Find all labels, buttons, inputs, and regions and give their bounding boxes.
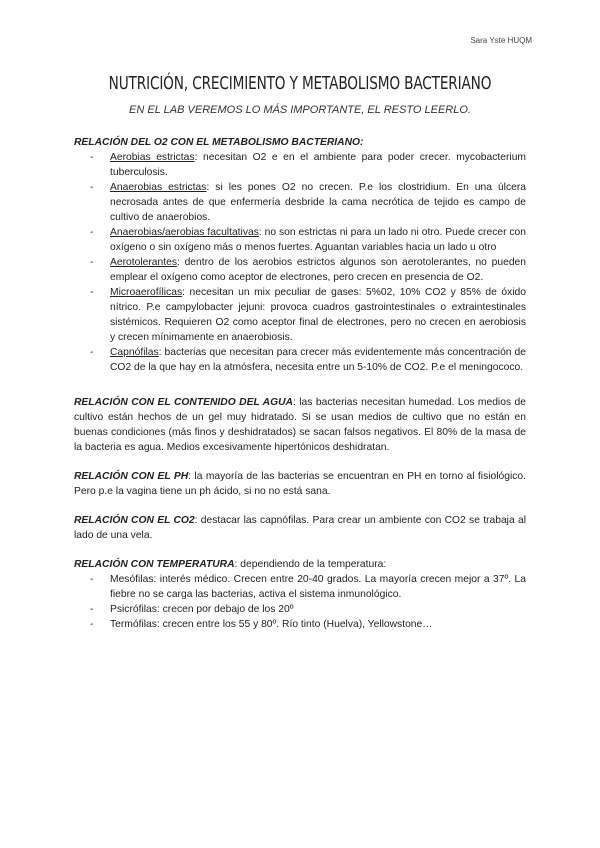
list-item-term: Aerobias estrictas	[110, 152, 195, 163]
section-heading: RELACIÓN CON EL CO2	[74, 515, 195, 526]
author-label: Sara Yste HUQM	[470, 36, 532, 45]
section-heading: RELACIÓN CON TEMPERATURA	[74, 559, 235, 570]
oxygen-list	[74, 150, 526, 375]
section-text: : dependiendo de la temperatura:	[234, 559, 387, 570]
section-heading: RELACIÓN CON EL CONTENIDO DEL AGUA	[74, 397, 293, 408]
list-item: - Mesófilas: interés médico. Crecen entre 20-40 grados. La mayoría crecen mejor a 37º. La fiebre no se carga las bacterias, activa el sistema inmunológico.	[110, 572, 526, 602]
list-item-text: : no son estrictas ni para un lado ni otro. Puede crecer con oxígeno o sin oxígeno más o menos fuertes. Aguantan variables hacia un lado u otro	[110, 227, 526, 253]
page-subtitle: EN EL LAB VEREMOS LO MÁS IMPORTANTE, EL RESTO LEERLO.	[129, 104, 471, 116]
document-body	[74, 135, 526, 646]
section-water	[74, 395, 526, 455]
list-item	[110, 285, 526, 345]
list-item-term: Aerotolerantes	[110, 257, 177, 268]
page-title: NUTRICIÓN, CRECIMIENTO Y METABOLISMO BACTERIANO	[108, 74, 492, 94]
list-item-text: : necesitan O2 e en el ambiente para poder crecer. mycobacterium tuberculosis.	[110, 152, 526, 178]
section-text: : destacar las capnófilas. Para crear un ambiente con CO2 se trabaja al lado de una vela.	[74, 515, 526, 541]
list-item	[110, 150, 526, 180]
section-oxygen	[74, 135, 526, 375]
list-item-text: : necesitan un mix peculiar de gases: 5%02, 10% CO2 y 85% de óxido nítrico. P.e campylobacter jejuni: provoca cuadros gastrointestinales o extraintestinales sistémicos. Requieren O2 como aceptor final de electrones, pero no crecen en aerobiosis y crecen mínimamente en anaerobiosis.	[110, 287, 526, 343]
ph-paragraph	[74, 469, 526, 499]
temperature-intro	[74, 557, 526, 572]
list-item	[110, 345, 526, 375]
list-item	[110, 180, 526, 225]
co2-paragraph	[74, 513, 526, 543]
list-item: - Termófilas: crecen entre los 55 y 80º. Río tinto (Huelva), Yellowstone…	[110, 617, 526, 632]
section-ph	[74, 469, 526, 499]
list-item	[110, 255, 526, 285]
list-item-text: : dentro de los aerobios estrictos algunos son aerotolerantes, no pueden emplear el oxígeno como aceptor de electrones, pero crecen en presencia de O2.	[110, 257, 526, 283]
list-item: - Psicrófilas: crecen por debajo de los 20º	[110, 602, 526, 617]
section-text: : las bacterias necesitan humedad. Los medios de cultivo están hechos de un gel muy hidratado. Si se usan medios de cultivo que no están en buenas condiciones (más finos y deshidratados) se sacan falsos negativos. El 80% de la masa de la bacteria es agua. Medios excesivamente hipertónicos deshidratan.	[74, 397, 526, 453]
list-item-term: Microaerofílicas	[110, 287, 183, 298]
section-co2	[74, 513, 526, 543]
list-item-term: Anaerobias estrictas	[110, 182, 207, 193]
section-temperature	[74, 557, 526, 632]
section-heading: RELACIÓN DEL O2 CON EL METABOLISMO BACTERIANO:	[74, 137, 364, 148]
list-item-text: : bacterias que necesitan para crecer más evidentemente más concentración de CO2 de la que hay en la atmósfera, necesita entre un 5-10% de CO2. P.e el meningococo.	[110, 347, 526, 373]
list-item-term: Capnófilas	[110, 347, 159, 358]
list-item	[110, 225, 526, 255]
list-item-term: Anaerobias/aerobias facultativas	[110, 227, 259, 238]
section-text: : la mayoría de las bacterias se encuentran en PH en torno al fisiológico. Pero p.e la vagina tiene un ph ácido, si no no está sana.	[74, 471, 527, 497]
water-paragraph	[74, 395, 526, 455]
section-heading: RELACIÓN CON EL PH	[74, 471, 189, 482]
list-item-text: : si les pones O2 no crecen. P.e los clostridium. En una úlcera necrosada antes de que enfermería desbride la cama necrótica de tejido es campo de cultivo de anaerobios.	[110, 182, 527, 223]
temperature-list	[74, 572, 526, 632]
